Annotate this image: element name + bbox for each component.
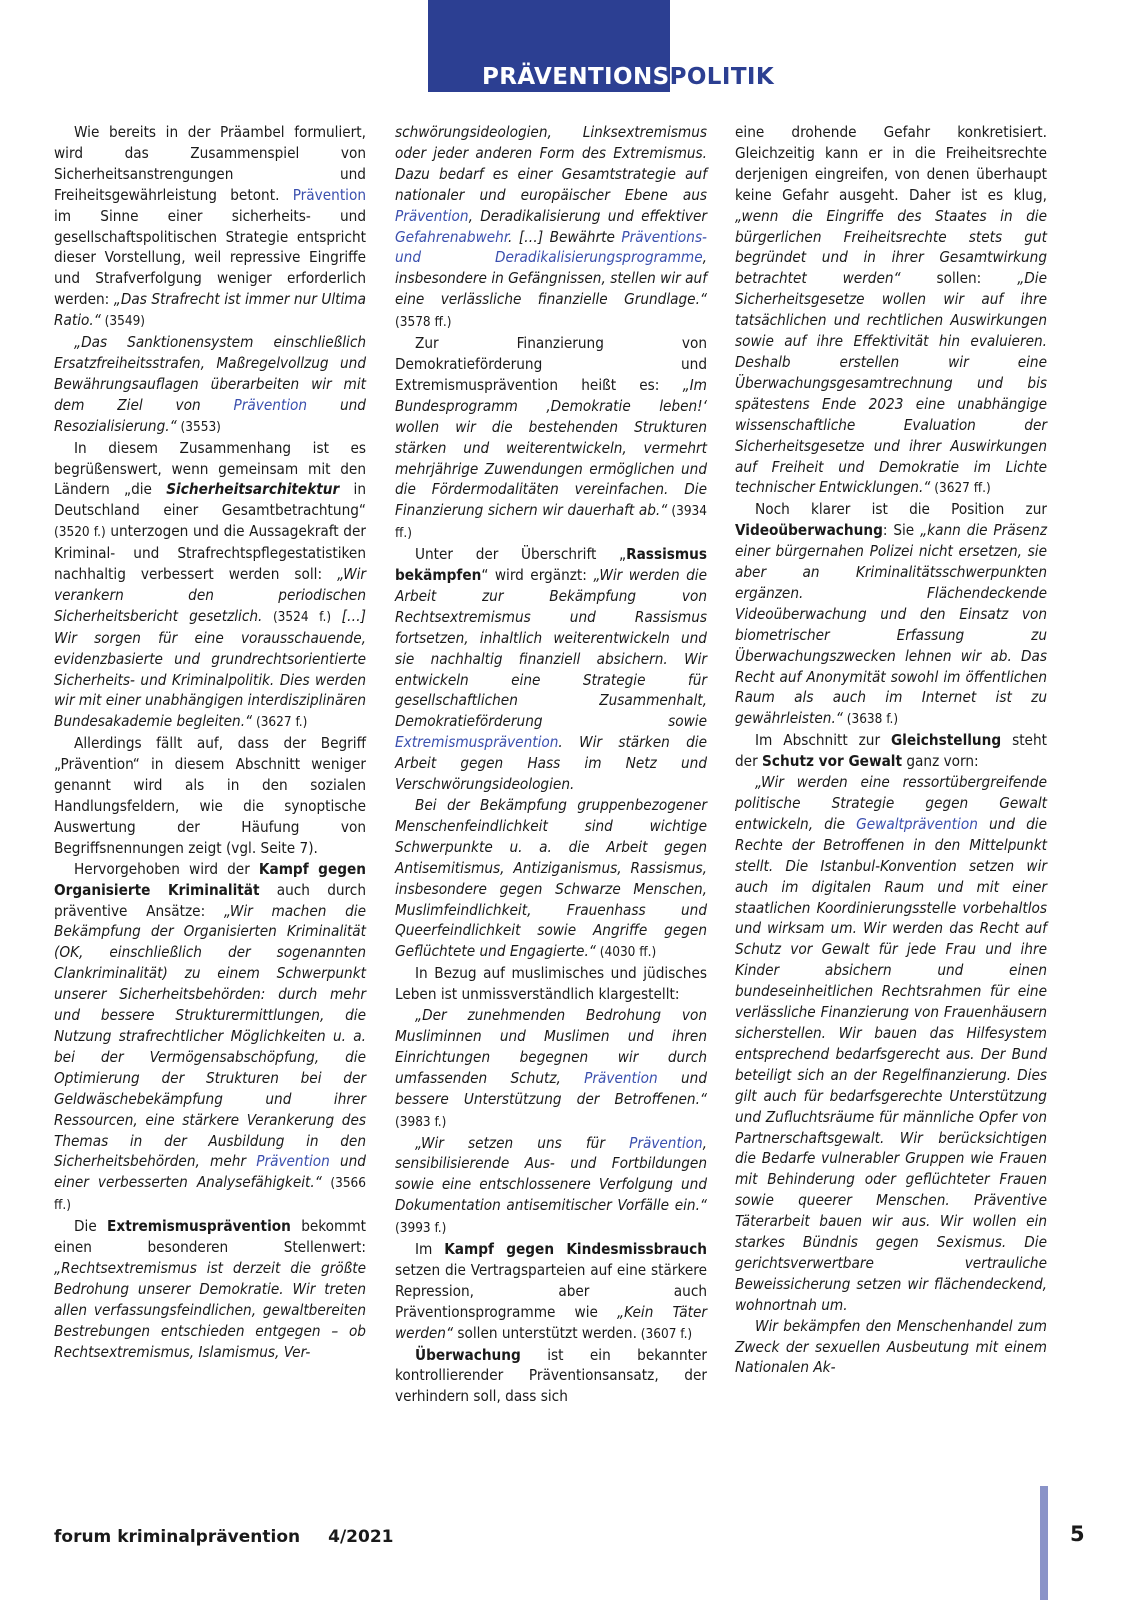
text-run: ist ein bekannter kontrollierender Präventionsansatz, der verhindern soll, dass sich xyxy=(395,1345,707,1406)
paragraph xyxy=(395,1133,707,1240)
text-run: Sicherheitsarchitektur xyxy=(166,480,340,499)
keyword-highlight: Prävention xyxy=(584,1068,658,1087)
text-run: ganz vorn: xyxy=(902,752,979,771)
text-run: „wenn die Eingriffe des Staates in die bürgerlichen Freiheitsrechte stets gut begründet und in ihrer Gesamtwirkung betrachtet werden“ xyxy=(735,206,1047,288)
text-run: sollen unterstützt werden. xyxy=(453,1323,637,1342)
text-run: „Wir werden eine ressortübergreifende politische Strategie gegen Gewalt entwickeln, die xyxy=(735,773,1047,833)
keyword-highlight: Präventions- und Deradikalisierungsprogramme xyxy=(395,227,707,267)
text-run: PRÄVENTIONS xyxy=(482,64,670,90)
line-reference: (3549) xyxy=(100,313,146,330)
text-run: „Wir setzen uns für xyxy=(415,1133,630,1152)
paragraph xyxy=(395,1239,707,1345)
text-run: „Kein Täter werden“ xyxy=(395,1302,708,1342)
text-run: auch durch präventive Ansätze: xyxy=(54,880,366,920)
text-run: und die Rechte der Betroffenen in den Mittelpunkt stellt. Die Istanbul-Konvention setzen wir auch im digitalen Raum und mit einer staatlichen Koordinierungsstelle vorbehaltlos und wirksam um. Wir werden das Recht auf Schutz vor Gewalt für jede Frau und ihre Kinder absichern und einen bundeseinheitlichen Rechtsrahmen für eine verlässliche Finanzierung von Frauenhäusern sicherstellen. Wir bauen das Hilfesystem entsprechend bedarfsgerecht aus. Der Bund beteiligt sich an der Regelfinanzierung. Dies gilt auch für bedarfsgerechte Unterstützung und Zufluchtsräume für männliche Opfer von Partnerschaftsgewalt. Wir berücksichtigen die Bedarfe vulnerabler Gruppen wie Frauen mit Behinderung oder geflüchteter Frauen sowie queerer Menschen. Präventive Täterarbeit bauen wir aus. Wir wollen ein starkes Bündnis gegen Sexismus. Die gerichtsverwertbare vertrauliche Beweissicherung setzen wir flächendeckend, wohnortnah um. xyxy=(735,814,1047,1314)
text-run: „Wir verankern den periodischen Sicherheitsbericht gesetzlich. xyxy=(54,565,366,625)
text-run: im Sinne einer sicherheits- und gesellschaftspolitischen Strategie entspricht dieser Vorstellung, weil repressive Eingriffe und Strafverfolgung weniger erforderlich werden: xyxy=(54,206,366,309)
text-run: . […] Bewährte xyxy=(508,227,622,246)
text-run: Die xyxy=(74,1217,108,1236)
paragraph xyxy=(395,963,707,1005)
paragraph xyxy=(395,1005,707,1132)
text-run: Hervorgehoben wird der xyxy=(74,859,259,878)
text-run: Überwachung xyxy=(415,1345,521,1364)
text-run: Zur Finanzierung von Demokratieförderung und Extremismusprävention heißt es: xyxy=(395,334,707,394)
text-run: „Das Strafrecht ist immer nur Ultima Ratio.“ xyxy=(54,290,366,330)
paragraph xyxy=(735,730,1047,772)
text-run: , Deradikalisierung und effektiver xyxy=(468,206,707,225)
text-run: Videoüberwachung xyxy=(735,521,883,540)
line-reference: (3566 ff.) xyxy=(54,1175,366,1214)
line-reference: (3983 f.) xyxy=(395,1113,447,1130)
text-run: Im xyxy=(415,1240,445,1259)
text-run: „Wir werden die Arbeit zur Bekämpfung von Rechtsextremismus und Rassismus fortsetzen, inhaltlich weiterentwickeln und sie nachhaltig finanziell absichern. Wir entwickeln eine Strategie für gesellschaftlichen Zusammenhalt, Demokratieförderung sowie xyxy=(395,566,707,731)
line-reference: (3578 ff.) xyxy=(395,314,452,331)
text-run: in Deutschland einer Gesamtbetrachtung“ xyxy=(54,480,366,520)
article-column-2 xyxy=(395,122,707,1407)
text-run: unterzogen und die Aussagekraft der Kriminal- und Strafrechtspflegestatistiken nachhaltig verbessert werden soll: xyxy=(54,522,366,584)
text-run: Noch klarer ist die Position zur xyxy=(755,500,1047,519)
text-run: Bei der Bekämpfung gruppenbezogener Menschenfeindlichkeit sind wichtige Schwerpunkte u. a. die Arbeit gegen Antisemitismus, Antiziganismus, Rassismus, insbesondere gegen Schwarze Menschen, Muslimfeindlichkeit, Frauenhass und Queerfeindlichkeit sowie Angriffe gegen Geflüchtete und Engagierte.“ xyxy=(395,796,707,961)
text-run: Extremismusprävention xyxy=(107,1217,291,1236)
keyword-highlight: Extremismusprävention xyxy=(395,733,559,752)
line-reference: (3553) xyxy=(176,418,221,435)
text-run: steht der xyxy=(735,731,1047,771)
paragraph xyxy=(395,1345,707,1408)
line-reference: (3638 f.) xyxy=(842,711,899,728)
text-run: , sensibilisierende Aus- und Fortbildungen sowie eine entschlossenere Verfolgung und Dokumentation antisemitischer Vorfälle ein.“ xyxy=(395,1133,707,1215)
article-column-3 xyxy=(735,122,1047,1378)
keyword-highlight: Prävention xyxy=(395,206,469,225)
text-run: eine drohende Gefahr konkretisiert. Gleichzeitig kann er in die Freiheitsrechte derjenigen eingreifen, von denen überhaupt keine Gefahr ausgeht. Daher ist es klug, xyxy=(735,123,1047,204)
line-reference: (3607 f.) xyxy=(636,1325,693,1342)
line-reference: (3993 f.) xyxy=(395,1220,447,1237)
text-run: […] Wir sorgen für eine vorausschauende, evidenzbasierte und grundrechtsorientierte Sicherheits- und Kriminalpolitik. Dies werden wir mit einer unabhängigen interdisziplinären Bundesakademie begleiten.“ xyxy=(54,606,366,731)
footer-publication xyxy=(54,1527,394,1547)
paragraph xyxy=(735,772,1047,1316)
paragraph xyxy=(395,333,707,544)
article-column-1 xyxy=(54,122,366,1362)
text-run: setzen die Vertragsparteien auf eine stärkere Repression, aber auch Präventionsprogramme wie xyxy=(395,1260,707,1321)
text-run: Wir bekämpfen den Menschenhandel zum Zweck der sexuellen Ausbeutung mit einem Nationalen Ak- xyxy=(735,1316,1047,1377)
line-reference: (3934 ff.) xyxy=(395,503,708,542)
paragraph xyxy=(395,795,707,963)
keyword-highlight: Prävention xyxy=(629,1133,703,1152)
paragraph xyxy=(735,499,1047,730)
text-run: „Die Sicherheitsgesetze wollen wir auf ihre tatsächlichen und rechtlichen Auswirkungen sowie auf ihre Effektivität hin evaluieren. Deshalb erstellen wir eine Überwachungsgesamtrechnung und bis spätestens Ende 2023 eine unabhängige wissenschaftliche Evaluation der Sicherheitsgesetze und ihrer Auswirkungen auf Freiheit und Demokratie im Lichte technischer Entwicklungen.“ xyxy=(735,269,1047,497)
text-run: POLITIK xyxy=(669,64,775,90)
keyword-highlight: Prävention xyxy=(292,185,366,204)
text-run: Wie bereits in der Präambel formuliert, wird das Zusammenspiel von Sicherheitsanstrengungen und Freiheitsgewährleistung betont. xyxy=(54,123,366,204)
text-run: Im Abschnitt zur xyxy=(755,731,891,750)
text-run: schwörungsideologien, Linksextremismus oder jeder anderen Form des Extremismus. Dazu bedarf es einer Gesamtstrategie auf nationaler und europäischer Ebene aus xyxy=(395,123,707,204)
text-run: „Wir machen die Bekämpfung der Organisierten Kriminalität (OK, einschließlich der sogenannten Clankriminalität) zu einem Schwerpunkt unserer Sicherheitsbehörden: durch mehr und bessere Strukturermittlungen, die Nutzung strafrechtlicher Möglichkeiten u. a. bei der Vermögensabschöpfung, die Optimierung der Strukturen bei der Geldwäschebekämpfung und ihrer Ressourcen, eine stärkere Verankerung des Themas in der Ausbildung in den Sicherheitsbehörden, mehr xyxy=(54,901,366,1171)
paragraph xyxy=(54,332,366,438)
text-run: , insbesondere in Gefängnissen, stellen wir auf eine verlässliche finanzielle Grundlage.“ xyxy=(395,248,707,309)
text-run: In Bezug auf muslimisches und jüdisches Leben ist unmissverständlich klargestellt: xyxy=(395,964,707,1004)
line-reference: (3524 f.) xyxy=(262,608,342,625)
footer-accent-bar xyxy=(1040,1486,1048,1600)
text-run: „Das Sanktionensystem einschließlich Ersatzfreiheitsstrafen, Maßregelvollzug und Bewährungsauflagen überarbeiten wir mit dem Ziel von xyxy=(54,333,366,414)
text-run: . Wir stärken die Arbeit gegen Hass im Netz und Verschwörungsideologien. xyxy=(395,733,707,794)
page-number: 5 xyxy=(1070,1522,1085,1546)
text-run: „Im Bundesprogramm ‚Demokratie leben!‘ wollen wir die bestehenden Strukturen stärken und weiterentwickeln, vermehrt mehrjährige Zuwendungen ermöglichen und die Fördermodalitäten vereinfachen. Die Finanzierung sichern wir dauerhaft ab.“ xyxy=(395,375,707,520)
text-run: „kann die Präsenz einer bürgernahen Polizei nicht ersetzen, sie aber an Kriminalitätsschwerpunkten ergänzen. Flächendeckende Videoüberwachung und den Einsatz von biometrischer Erfassung zu Überwachungszwecken lehnen wir ab. Das Recht auf Anonymität sowohl im öffentlichen Raum als auch im Internet ist zu gewährleisten.“ xyxy=(735,521,1047,728)
text-run: Allerdings fällt auf, dass der Begriff „Prävention“ in diesem Abschnitt weniger genannt wird als in den sozialen Handlungsfeldern, wie die synoptische Auswertung der Häufung von Begriffsnennungen zeigt (vgl. Seite 7). xyxy=(54,734,366,857)
line-reference: (4030 ff.) xyxy=(595,944,657,961)
paragraph xyxy=(395,544,707,795)
text-run: „Der zunehmenden Bedrohung von Musliminnen und Muslimen und ihren Einrichtungen begegnen wir durch umfassenden Schutz, xyxy=(395,1006,707,1087)
text-run: Schutz vor Gewalt xyxy=(762,752,903,771)
text-run: bekommt einen besonderen Stellenwert: xyxy=(54,1217,366,1257)
text-run: Gleichstellung xyxy=(890,731,1002,750)
text-run: In diesem Zusammenhang ist es begrüßenswert, wenn gemeinsam mit den Ländern „die xyxy=(54,438,366,499)
paragraph xyxy=(54,122,366,332)
paragraph xyxy=(735,122,1047,499)
text-run: : Sie xyxy=(882,521,921,540)
paragraph xyxy=(395,122,707,333)
text-run: und bessere Unterstützung der Betroffenen.“ xyxy=(395,1068,707,1108)
keyword-highlight: Prävention xyxy=(233,395,308,414)
footer-issue: 4/2021 xyxy=(328,1527,394,1547)
text-run: „Rechtsextremismus ist derzeit die größte Bedrohung unserer Demokratie. Wir treten allen verfassungsfeindlichen, gewaltbereiten Bestrebungen entschieden entgegen – ob Rechtsextremismus, Islamismus, Ver- xyxy=(54,1258,366,1361)
paragraph xyxy=(54,438,366,734)
keyword-highlight: Prävention xyxy=(256,1152,330,1171)
paragraph xyxy=(735,1316,1047,1379)
text-run: “ wird ergänzt: xyxy=(481,566,594,585)
text-run: Kampf gegen Kindesmissbrauch xyxy=(444,1240,707,1259)
text-run: sollen: xyxy=(900,269,1018,288)
section-title xyxy=(482,64,774,90)
paragraph xyxy=(54,859,366,1216)
text-run: Kampf gegen Organisierte Kriminalität xyxy=(54,859,366,899)
text-run: Unter der Überschrift „ xyxy=(415,545,627,564)
line-reference: (3520 f.) xyxy=(54,524,106,541)
paragraph xyxy=(54,1216,366,1362)
keyword-highlight: Gewaltprävention xyxy=(856,814,978,833)
text-run: Rassismus bekämpfen xyxy=(395,545,707,585)
paragraph xyxy=(54,733,366,858)
text-run: und Resozialisierung.“ xyxy=(54,395,366,435)
text-run: und einer verbesserten Analysefähigkeit.“ xyxy=(54,1152,366,1192)
line-reference: (3627 f.) xyxy=(252,714,308,731)
line-reference: (3627 ff.) xyxy=(930,480,991,497)
keyword-highlight: Gefahrenabwehr xyxy=(395,227,509,246)
text-run: forum kriminalprävention xyxy=(54,1527,301,1547)
